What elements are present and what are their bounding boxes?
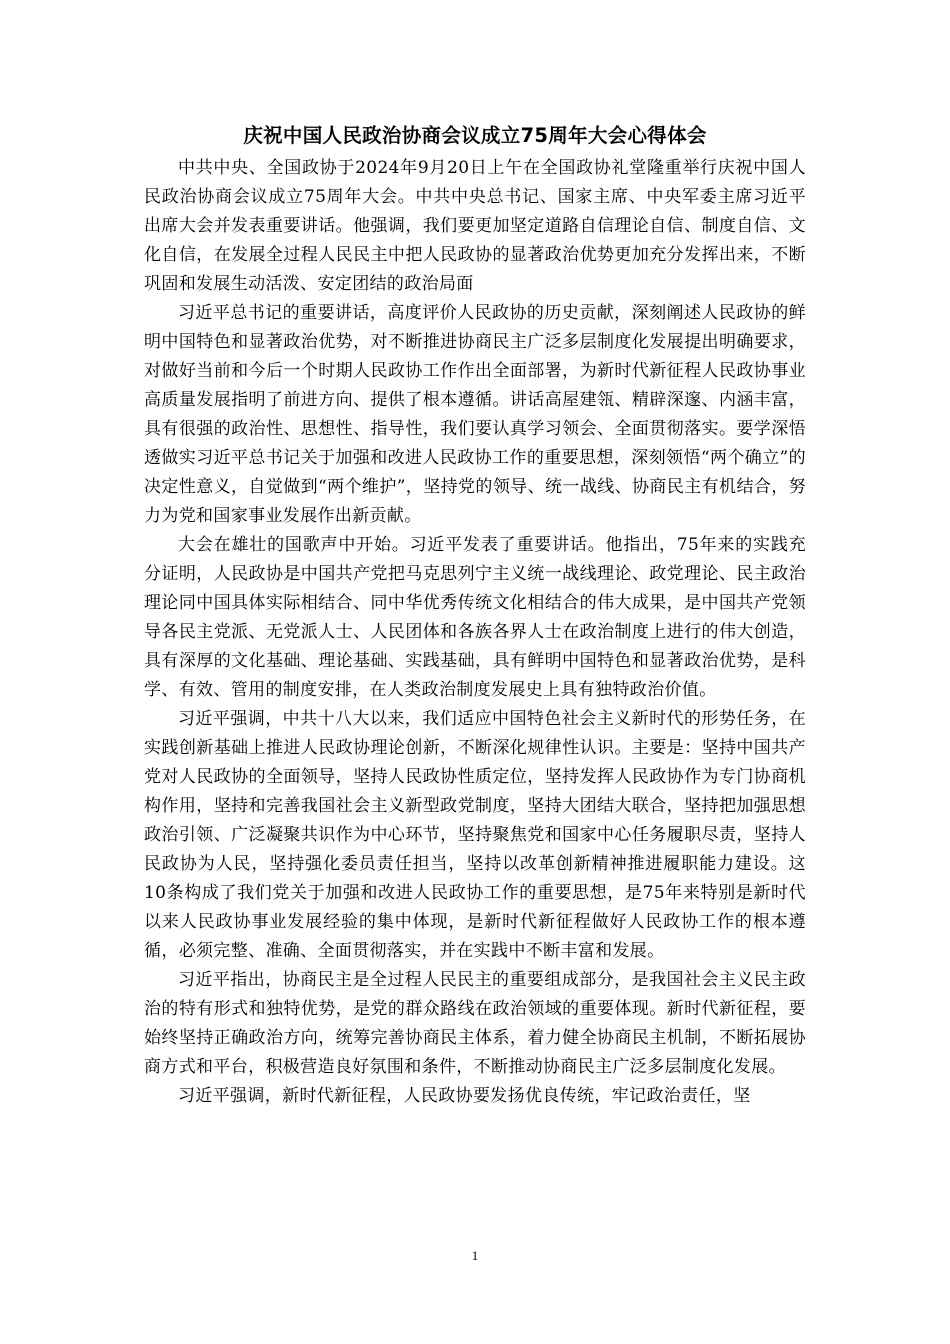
paragraph-6: 习近平强调，新时代新征程，人民政协要发扬优良传统，牢记政治责任，坚	[178, 1086, 751, 1106]
paragraph-1: 中共中央、全国政协于2024年9月20日上午在全国政协礼堂隆重举行庆祝中国人民政治协商会议成立75周年大会。中共中央总书记、国家主席、中央军委主席习近平出席大会并发表重要讲话。他强调，我们要更加坚定道路自信理论自信、制度自信、文化自信，在发展全过程人民民主中把人民政协的显著政治优势更加充分发挥出来，不断巩固和发展生动活泼、安定团结的政治局面	[144, 158, 806, 294]
page-number: 1	[471, 1248, 479, 1263]
document-page	[144, 120, 806, 1111]
paragraph-2: 习近平总书记的重要讲话，高度评价人民政协的历史贡献，深刻阐述人民政协的鲜明中国特色和显著政治优势，对不断推进协商民主广泛多层制度化发展提出明确要求，对做好当前和今后一个时期人民政协工作作出全面部署，为新时代新征程人民政协事业高质量发展指明了前进方向、提供了根本遵循。讲话高屋建瓴、精辟深邃、内涵丰富，具有很强的政治性、思想性、指导性，我们要认真学习领会、全面贯彻落实。要学深悟透做实习近平总书记关于加强和改进人民政协工作的重要思想，深刻领悟“两个确立”的决定性意义，自觉做到“两个维护”，坚持党的领导、统一战线、协商民主有机结合，努力为党和国家事业发展作出新贡献。	[144, 303, 806, 526]
paragraph-3: 大会在雄壮的国歌声中开始。习近平发表了重要讲话。他指出，75年来的实践充分证明，人民政协是中国共产党把马克思列宁主义统一战线理论、政党理论、民主政治理论同中国具体实际相结合、同中华优秀传统文化相结合的伟大成果，是中国共产党领导各民主党派、无党派人士、人民团体和各族各界人士在政治制度上进行的伟大创造，具有深厚的文化基础、理论基础、实践基础，具有鲜明中国特色和显著政治优势，是科学、有效、管用的制度安排，在人类政治制度发展史上具有独特政治价值。	[144, 535, 806, 700]
paragraph-5: 习近平指出，协商民主是全过程人民民主的重要组成部分，是我国社会主义民主政治的特有形式和独特优势，是党的群众路线在政治领域的重要体现。新时代新征程，要始终坚持正确政治方向，统筹完善协商民主体系，着力健全协商民主机制，不断拓展协商方式和平台，积极营造良好氛围和条件，不断推动协商民主广泛多层制度化发展。	[144, 970, 806, 1077]
document-title: 庆祝中国人民政治协商会议成立75周年大会心得体会	[243, 124, 707, 147]
paragraph-4: 习近平强调，中共十八大以来，我们适应中国特色社会主义新时代的形势任务，在实践创新基础上推进人民政协理论创新，不断深化规律性认识。主要是：坚持中国共产党对人民政协的全面领导，坚持人民政协性质定位，坚持发挥人民政协作为专门协商机构作用，坚持和完善我国社会主义新型政党制度，坚持大团结大联合，坚持把加强思想政治引领、广泛凝聚共识作为中心环节，坚持聚焦党和国家中心任务履职尽责，坚持人民政协为人民，坚持强化委员责任担当，坚持以改革创新精神推进履职能力建设。这10条构成了我们党关于加强和改进人民政协工作的重要思想，是75年来特别是新时代以来人民政协事业发展经验的集中体现，是新时代新征程做好人民政协工作的根本遵循，必须完整、准确、全面贯彻落实，并在实践中不断丰富和发展。	[144, 709, 806, 961]
